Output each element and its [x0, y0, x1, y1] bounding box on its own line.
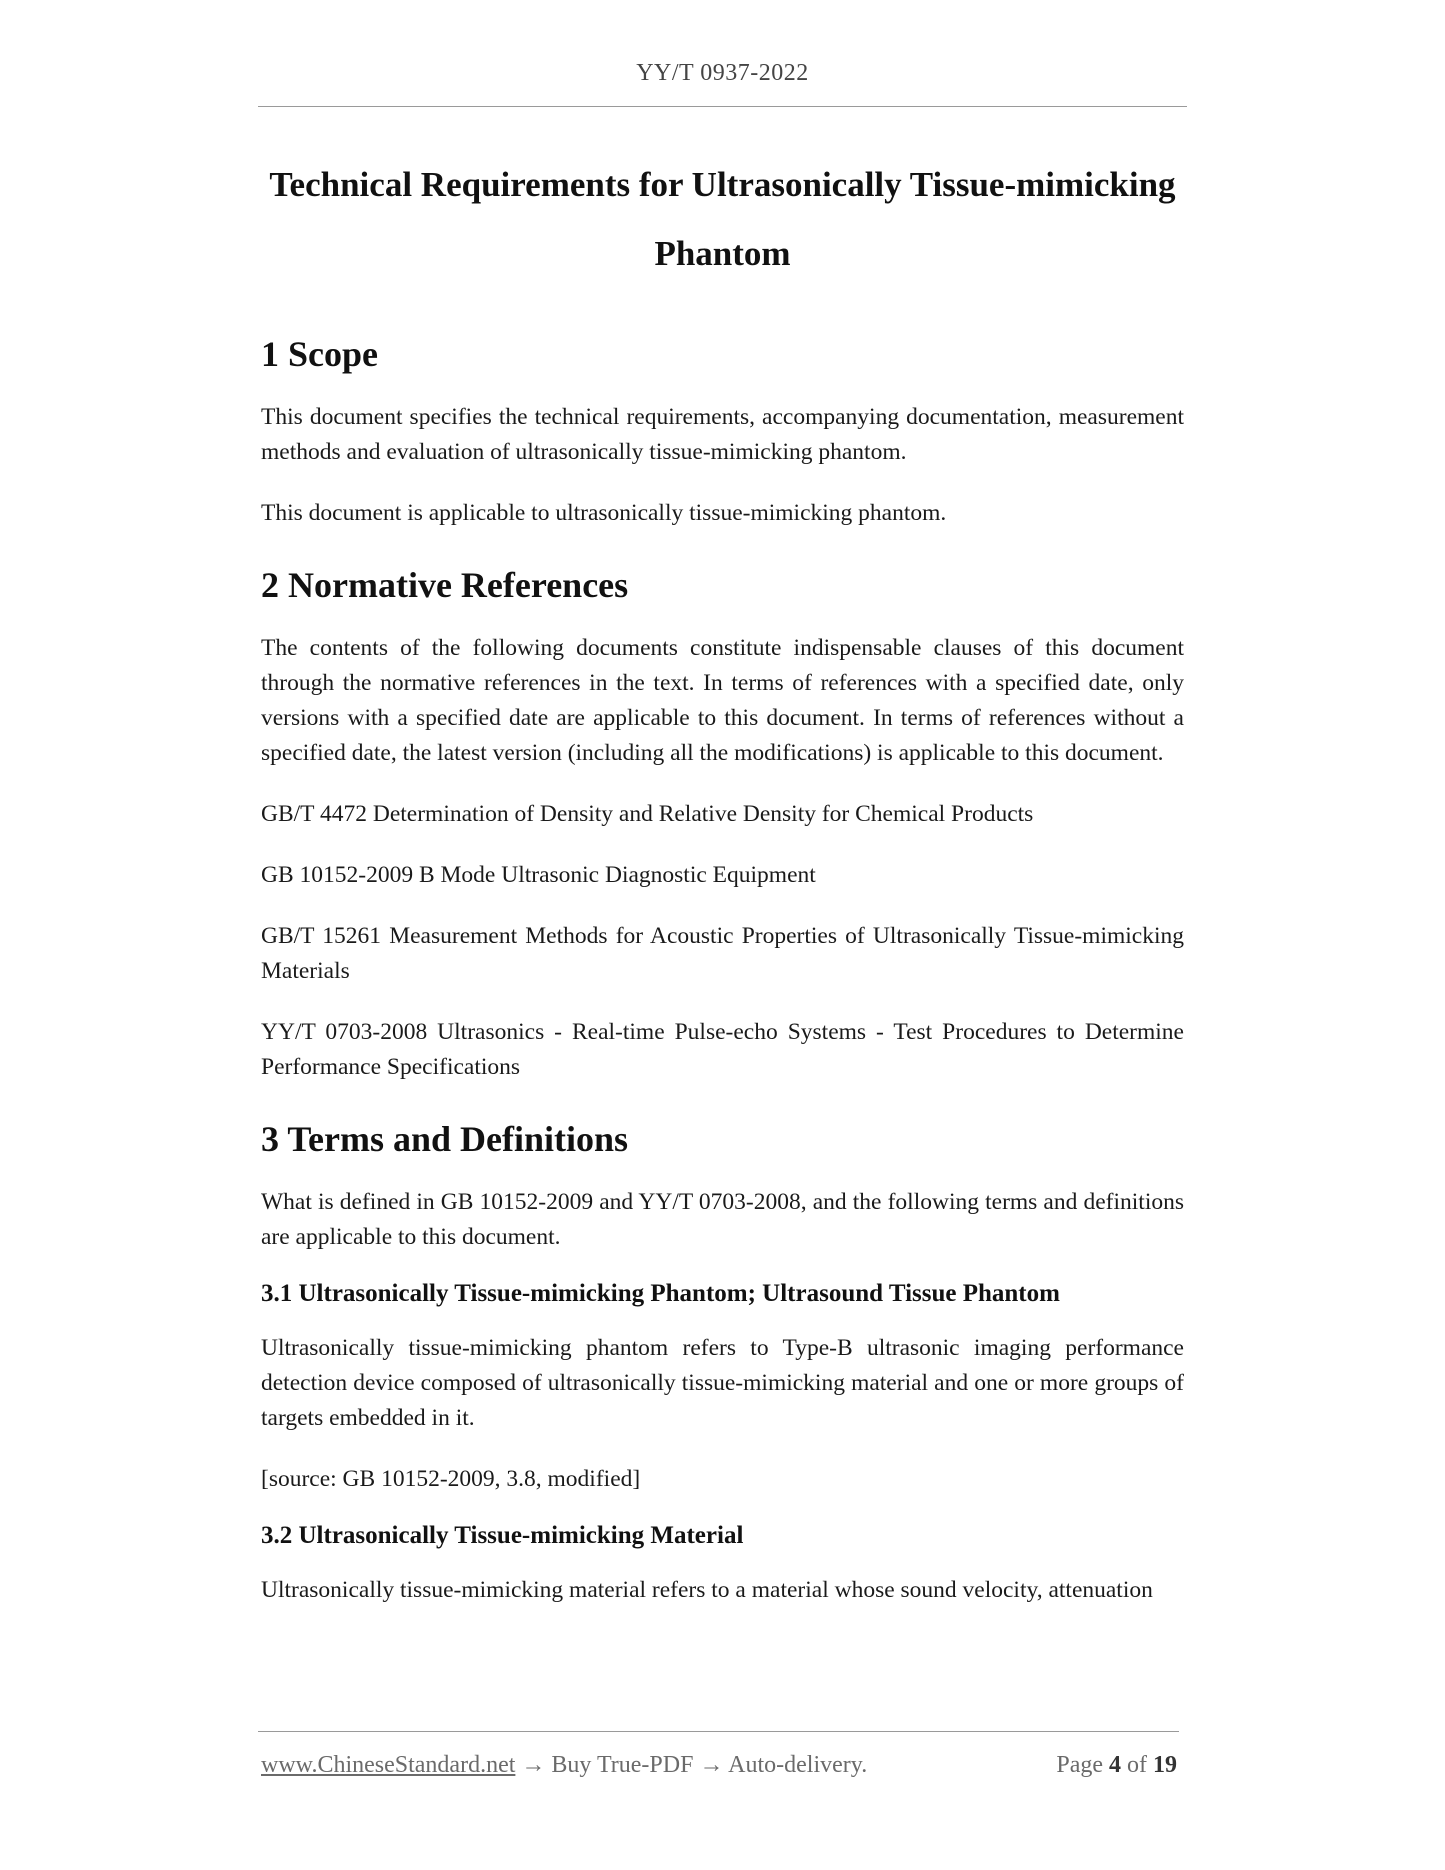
reference-item: YY/T 0703-2008 Ultrasonics - Real-time Pulse-echo Systems - Test Procedures to Determine Performance Specifications — [261, 1019, 1184, 1080]
delivery-text: Auto-delivery. — [728, 1752, 868, 1778]
title-line-1: Technical Requirements for Ultrasonically Tissue-mimicking — [269, 165, 1176, 204]
page-content — [261, 150, 1184, 1608]
header-divider — [258, 106, 1187, 107]
reference-item: GB 10152-2009 B Mode Ultrasonic Diagnostic Equipment — [261, 862, 816, 888]
section-terms-heading: 3 Terms and Definitions — [261, 1119, 629, 1159]
of-label: of — [1127, 1752, 1147, 1778]
section-scope-heading: 1 Scope — [261, 334, 378, 374]
page-total: 19 — [1153, 1752, 1177, 1778]
header-standard-code: YY/T 0937-2022 — [636, 60, 809, 86]
buy-text: Buy True-PDF — [551, 1752, 694, 1778]
scope-paragraph-1: This document specifies the technical requirements, accompanying documentation, measurement methods and evaluation of ultrasonically tissue-mimicking phantom. — [261, 404, 1184, 465]
site-link[interactable]: www.ChineseStandard.net — [261, 1752, 516, 1778]
term-3-2-heading: 3.2 Ultrasonically Tissue-mimicking Material — [261, 1522, 744, 1549]
section-normative-heading: 2 Normative References — [261, 565, 629, 605]
normative-intro-paragraph: The contents of the following documents constitute indispensable clauses of this document through the normative references in the text. In terms of references with a specified date, only versions with a specified date are applicable to this document. In terms of references without a specified date, the latest version (including all the modifications) is applicable to this document. — [261, 635, 1184, 766]
document-title — [261, 150, 1184, 288]
arrow-icon: → — [699, 1752, 724, 1778]
page-number: 4 — [1109, 1752, 1121, 1778]
term-3-2-definition: Ultrasonically tissue-mimicking material refers to a material whose sound velocity, attenuation — [261, 1577, 1153, 1603]
footer-promo — [261, 1752, 867, 1779]
footer-divider — [258, 1731, 1179, 1732]
term-3-1-heading: 3.1 Ultrasonically Tissue-mimicking Phantom; Ultrasound Tissue Phantom — [261, 1280, 1060, 1307]
term-3-1-definition: Ultrasonically tissue-mimicking phantom refers to Type-B ultrasonic imaging performance detection device composed of ultrasonically tissue-mimicking material and one or more groups of targets embedded in it. — [261, 1335, 1184, 1431]
title-line-2: Phantom — [654, 234, 791, 273]
term-3-1-source: [source: GB 10152-2009, 3.8, modified] — [261, 1466, 641, 1492]
scope-paragraph-2: This document is applicable to ultrasonically tissue-mimicking phantom. — [261, 500, 947, 526]
reference-item: GB/T 4472 Determination of Density and Relative Density for Chemical Products — [261, 801, 1034, 827]
page-label: Page — [1056, 1752, 1103, 1778]
terms-intro-paragraph: What is defined in GB 10152-2009 and YY/T 0703-2008, and the following terms and definitions are applicable to this document. — [261, 1189, 1184, 1250]
arrow-icon: → — [521, 1752, 546, 1778]
reference-item: GB/T 15261 Measurement Methods for Acoustic Properties of Ultrasonically Tissue-mimicking Materials — [261, 923, 1184, 984]
page-indicator — [1056, 1752, 1177, 1779]
